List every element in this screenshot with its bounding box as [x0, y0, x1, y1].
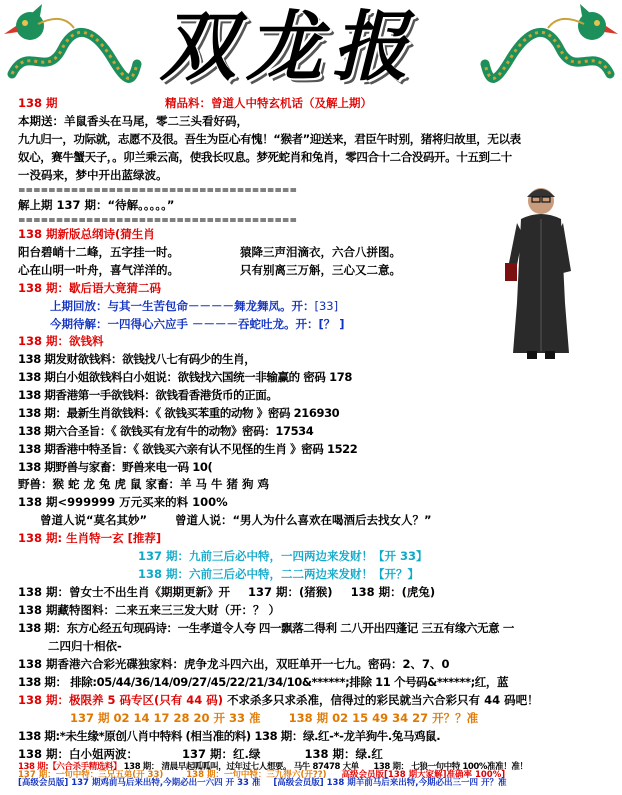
- misc-text: 138 期： 清晨早起呱呱叫，过年过七人想要。 马牛 87478 大单: [123, 762, 359, 772]
- misc-line: [18, 692, 539, 710]
- misc-text: 138 期：绿.红-*-龙羊狗牛.兔马鸡鼠.: [254, 729, 441, 743]
- quote-left: 曾道人说“莫名其妙”: [40, 513, 148, 527]
- riddle-current: [50, 316, 345, 334]
- money-line: 138 期野兽与家畜：野兽来电一码 10(: [18, 460, 213, 474]
- quote-right: 曾道人说：“男人为什么喜欢在喝酒后去找女人？”: [175, 513, 432, 527]
- money-line: 138 期香港中特圣旨：《 欲钱买六亲有认不见怪的生肖 》密码 1522: [18, 442, 358, 456]
- riddle-current-value: [？ ]: [318, 317, 345, 331]
- poem-line: 只有别离三万斛，三心又二意。: [240, 263, 401, 277]
- premium-line: 138 期<999999 万元买来的料 100%: [18, 495, 228, 509]
- misc-line: [70, 710, 478, 728]
- money-title: 138 期：欲钱料: [18, 334, 104, 348]
- misc-text: 138 期:【六合杀手精选料】: [18, 762, 122, 772]
- vip-title: 高级会员版[138 期大家解]准确率 100%]: [341, 770, 506, 780]
- vip-text: [高级会员版] 138 期羊前马后来出特,今期必出三一四 开？准: [273, 778, 507, 788]
- misc-text: 138 期:*未生缘*原创八肖中特料 (相当准的料): [18, 729, 251, 743]
- divider: =====================================: [18, 186, 298, 196]
- misc-line: [18, 584, 435, 602]
- dragon-right-icon: [480, 4, 620, 92]
- misc-text: 138 期：曾女士不出生肖《期期更新》开: [18, 585, 231, 599]
- misc-line: 138 期：东方心经五句现码诗：一生孝道令人夸 四一飘落二得利 二八开出四蓬记 三五有缘六无意 一: [18, 621, 514, 635]
- vip-line: [18, 779, 528, 787]
- poem-line: 猿降三声泪滴衣，六合八拼图。: [240, 245, 401, 259]
- misc-line: [18, 746, 383, 764]
- misc-text: 137 期：一句中特：三兄五弟(开 33): [18, 770, 164, 780]
- money-line: 138 期香港第一手欲钱料：欲钱看香港货币的正面。: [18, 388, 278, 402]
- money-line: 138 期六合圣旨：《 欲钱买有龙有牛的动物》密码：17534: [18, 424, 314, 438]
- bottom-block: [18, 763, 528, 787]
- zodiac-last: 137 期：九前三后必中特，一四两边来发财！【开 33】: [138, 549, 428, 563]
- solution-label: 解上期: [18, 198, 53, 212]
- solution-text: 137 期：“待解。。。。。”: [56, 198, 175, 212]
- intro-line: 九九归一，功际就，志愿不及很。吾生为臣心有愧！“猴者”迎送来，君臣午时别，猪将归故里，无以表: [18, 132, 521, 146]
- poem-line: 心在山明一叶舟，喜气洋洋的。: [18, 263, 179, 277]
- solution-line: [18, 197, 174, 215]
- poem-title: 138 期新版总纲诗(猜生肖: [18, 227, 155, 241]
- misc-line: 二四归十相依-: [48, 639, 122, 653]
- beasts-line: 野兽：猴 蛇 龙 兔 虎 鼠 家畜：羊 马 牛 猪 狗 鸡: [18, 477, 270, 491]
- misc-line: [18, 728, 440, 746]
- misc-text: 138 期：白小姐两波：: [18, 747, 139, 761]
- header-banner: [0, 0, 622, 95]
- riddle-last-label: 上期回放：与其一生苦包命－－－－舞龙舞凤。开：: [50, 299, 315, 313]
- misc-line: 138 期香港六合彩光碟独家料：虎争龙斗四六出，双旺单开一七九。密码：2、7、0: [18, 657, 450, 671]
- misc-text: 不求杀多只求杀准，信得过的彩民就当六合彩只有 44 码吧！: [227, 693, 539, 707]
- poem-line: 阳台碧峭十二峰，五字挂一时。: [18, 245, 179, 259]
- intro-line: 奴心，赛牛蟹天子，。卯兰乘云高，使我长叹息。梦死蛇肖和兔肖，零四合十二合没码开。十五到二十: [18, 150, 512, 164]
- misc-text: 138 期：一句中特：三九得六(开??): [186, 770, 327, 780]
- misc-text: 137 期 02 14 17 28 20 开 33 准: [70, 711, 261, 725]
- misc-text: 137 期：(猪猴): [248, 585, 333, 599]
- money-line: 138 期：最新生肖欲钱料：《 欲钱买苯重的动物 》密码 216930: [18, 406, 340, 420]
- money-line: 138 期白小姐欲钱料白小姐说：欲钱找六国统一非输赢的 密码 178: [18, 370, 352, 384]
- page-title: 双龙报: [160, 2, 418, 91]
- riddle-title: 138 期：歇后语大竟猜二码: [18, 281, 162, 295]
- dragon-left-icon: [2, 4, 142, 92]
- divider: =====================================: [18, 216, 298, 226]
- riddle-last: [50, 298, 338, 316]
- misc-text: 138 期 02 15 49 34 27 开？？准: [288, 711, 479, 725]
- misc-text: 137 期：红.绿: [182, 747, 261, 761]
- money-line: 138 期发财欲钱料：欲钱找八七有码少的生肖，: [18, 352, 256, 366]
- portrait-figure: [505, 183, 575, 363]
- riddle-last-value: [33]: [314, 299, 339, 313]
- intro-lead: 本期送：羊鼠香头在马尾，零二三头看好码，: [18, 114, 248, 128]
- vip-text: [高级会员版] 137 期鸡前马后来出特,今期必出一六四 开 33 准: [18, 778, 261, 788]
- zodiac-current: 138 期：六前三后必中特，二二两边来发财！【开？】: [138, 567, 420, 581]
- misc-text: 138 期：绿.红: [304, 747, 383, 761]
- misc-text: 138 期： 七狼一句中特 100%准准！准！: [373, 762, 528, 772]
- zodiac-title: 138 期: 生肖特一玄 [推荐]: [18, 531, 162, 545]
- riddle-current-label: 今期待解：一四得心六应手 －－－－吞蛇吐龙。开：: [50, 317, 319, 331]
- issue-number: 138 期: [18, 96, 58, 110]
- misc-text: 138 期：极限养 5 码专区(只有 44 码): [18, 693, 224, 707]
- headline: 精品料：曾道人中特玄机话（及解上期）: [165, 96, 372, 110]
- misc-line: 138 期： 排除:05/44/36/14/09/27/45/22/21/34/10&******;排除 11 个号码&******;红，蓝: [18, 675, 509, 689]
- misc-text: 138 期：(虎兔): [350, 585, 436, 599]
- intro-line: 一没码来，梦中开出蓝绿波。: [18, 168, 168, 182]
- misc-line: 138 期藏特图料：二来五来三三发大财（开：？ ）: [18, 603, 281, 617]
